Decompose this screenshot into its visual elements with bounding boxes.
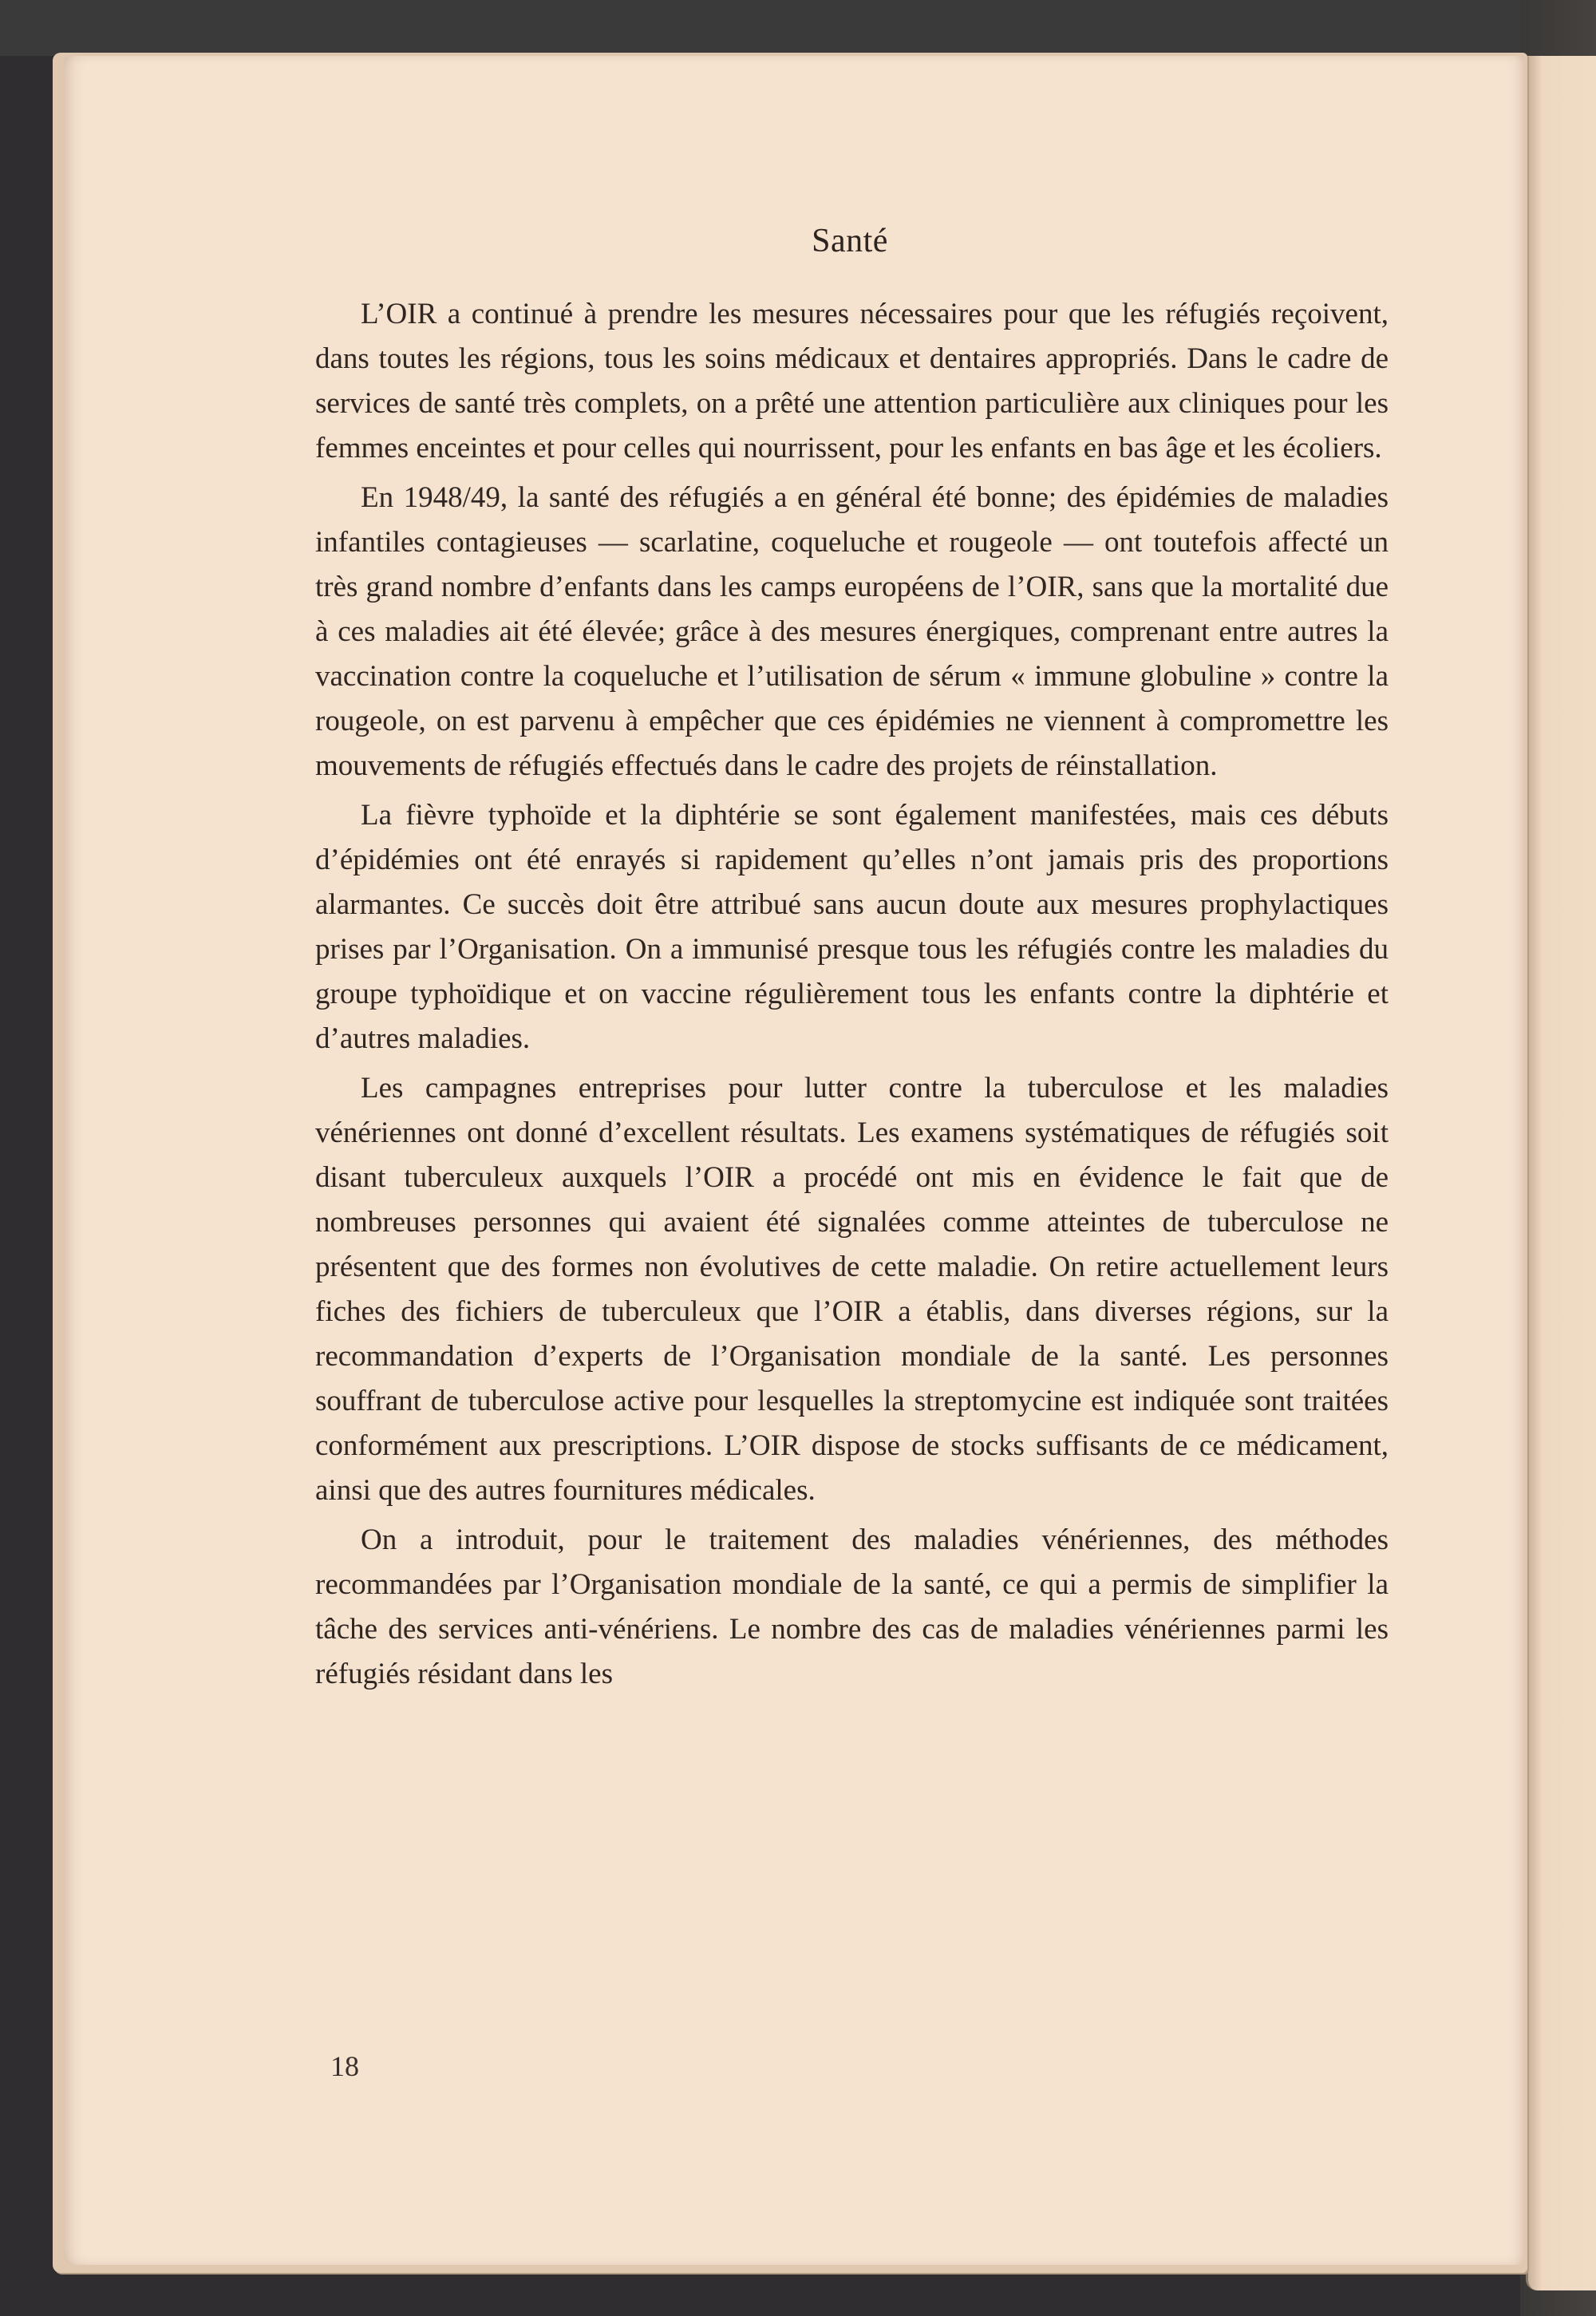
paragraph-medical-care: L’OIR a continué à prendre les mesures nécessaires pour que les réfugiés reçoivent, dans toutes les régions, tous les soins médicaux et dentaires appropriés. Dans le cadre de services de santé très complets, on a prêté une attention particulière aux cliniques pour les femmes enceintes et pour celles qui nourrissent, pour les enfants en bas âge et les écoliers. [315,298,1389,464]
paragraph-tuberculosis: Les campagnes entreprises pour lutter contre la tuberculose et les maladies vénériennes ont donné d’excellent résultats. Les examens systématiques de réfugiés soit disant tuberculeux auxquels l’OIR a procédé ont mis en évidence le fait que de nombreuses personnes qui avaient été signalées comme atteintes de tuberculose ne présentent que des formes non évolutives de cette maladie. On retire actuellement leurs fiches des fichiers de tuberculeux que l’OIR a établis, dans diverses régions, sur la recommandation d’experts de l’Organisation mondiale de la santé. Les personnes souffrant de tuberculose active pour lesquelles la streptomycine est indiquée sont traitées conformément aux prescriptions. L’OIR dispose de stocks suffisants de ce médicament, ainsi que des autres fournitures médicales. [315,1072,1389,1507]
paragraph-venereal-diseases: On a introduit, pour le traitement des maladies vénériennes, des méthodes recommandées par l’Organisation mondiale de la santé, ce qui a permis de simplifier la tâche des services anti-vénériens. Le nombre des cas de maladies vénériennes parmi les réfugiés résidant dans les [315,1524,1389,1690]
page-number: 18 [330,2050,359,2082]
paragraph-epidemics: En 1948/49, la santé des réfugiés a en général été bonne; des épidémies de maladies infantiles contagieuses — scarlatine, coqueluche et rougeole — ont toutefois affecté un très grand nombre d’enfants dans les camps européens de l’OIR, sans que la mortalité due à ces maladies ait été élevée; grâce à des mesures énergiques, comprenant entre autres la vaccination contre la coqueluche et l’utilisation de sérum « immune globuline » contre la rougeole, on est parvenu à empêcher que ces épidémies ne viennent à compromettre les mouvements de réfugiés effectués dans le cadre des projets de réinstallation. [315,481,1389,782]
adjacent-page-edge [1526,56,1596,2290]
paragraph-typhoid-diphtheria: La fièvre typhoïde et la diphtérie se sont également manifestées, mais ces débuts d’épidémies ont été enrayés si rapidement qu’elles n’ont jamais pris des proportions alarmantes. Ce succès doit être attribué sans aucun doute aux mesures prophylactiques prises par l’Organisation. On a immunisé presque tous les réfugiés contre les maladies du groupe typhoïdique et on vaccine régulièrement tous les enfants contre la diphtérie et d’autres maladies. [315,799,1389,1055]
section-title: Santé [812,223,888,259]
body-text [315,292,1389,1701]
scan-background-top [0,0,1596,56]
